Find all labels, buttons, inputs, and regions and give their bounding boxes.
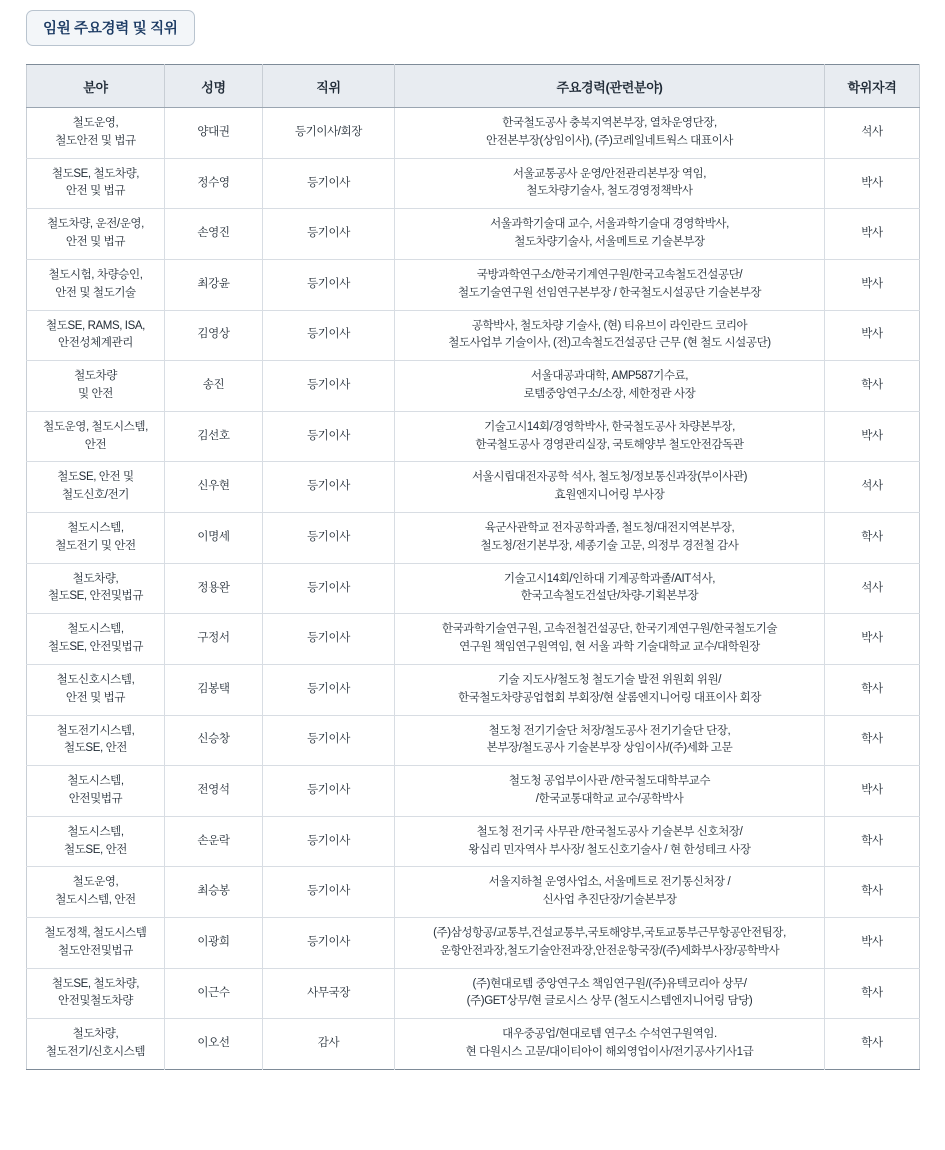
cell-position: 등기이사: [263, 411, 395, 462]
table-row: [27, 361, 920, 412]
cell-field-line: 철도SE, 안전및법규: [47, 641, 144, 654]
cell-name: 손운락: [165, 816, 263, 867]
cell-degree: 박사: [825, 310, 920, 361]
cell-name: 최승봉: [165, 867, 263, 918]
table-row: [27, 310, 920, 361]
table-row: [27, 918, 920, 969]
cell-field-line: 철도SE, RAMS, ISA,: [46, 319, 145, 332]
cell-field-line: 철도정책, 철도시스템: [44, 927, 147, 939]
cell-degree: 학사: [825, 816, 920, 867]
cell-position: 등기이사: [263, 259, 395, 310]
cell-field-line: 철도SE, 철도차량,: [51, 167, 140, 180]
cell-career-line: 한국철도공사 충북지역본부장, 열차운영단장,: [502, 117, 717, 129]
cell-degree: 박사: [825, 766, 920, 817]
cell-degree: 학사: [825, 664, 920, 715]
cell-field-line: 철도안전및법규: [58, 944, 133, 957]
cell-field-line: 철도안전 및 법규: [55, 134, 136, 147]
cell-position: 등기이사: [263, 664, 395, 715]
cell-career-line: (주)삼성항공/교통부,건설교통부,국토해양부,국토교통부근무항공안전팀장,: [433, 927, 786, 939]
table-row: [27, 1019, 920, 1070]
table-row: [27, 664, 920, 715]
table-row: [27, 158, 920, 209]
cell-field: [27, 513, 165, 564]
cell-name: 구정서: [165, 614, 263, 665]
cell-career-line: 왕십리 민자역사 부사장/ 철도신호기술사 / 현 한성테크 사장: [468, 843, 751, 856]
cell-field-line: 안전 및 철도기술: [55, 286, 136, 299]
cell-career-line: /한국교통대학교 교수/공학박사: [535, 792, 684, 805]
cell-career-line: 한국고속철도건설단/차량-기획본부장: [520, 590, 699, 603]
table-header-row: [27, 65, 920, 108]
cell-degree: 석사: [825, 108, 920, 159]
cell-career-line: 육군사관학교 전자공학과졸, 철도청/대전지역본부장,: [484, 522, 735, 534]
cell-degree: 학사: [825, 361, 920, 412]
cell-career: [395, 462, 825, 513]
cell-career-line: 본부장/철도공사 기술본부장 상임이사/(주)세화 고문: [486, 742, 733, 755]
cell-name: 신승창: [165, 715, 263, 766]
table-row: [27, 259, 920, 310]
cell-field-line: 철도전기/신호시스템: [45, 1046, 146, 1059]
executives-table: [26, 64, 920, 1070]
cell-name: 정수영: [165, 158, 263, 209]
cell-field-line: 철도운영, 철도시스템,: [43, 420, 148, 433]
cell-career-line: 기술고시14회/경영학박사, 한국철도공사 차량본부장,: [484, 420, 735, 433]
cell-field-line: 철도차량: [74, 370, 117, 383]
cell-field: [27, 614, 165, 665]
cell-field-line: 철도SE, 안전: [64, 843, 127, 856]
cell-field-line: 철도SE, 안전및법규: [47, 590, 144, 603]
table-row: [27, 715, 920, 766]
cell-degree: 학사: [825, 715, 920, 766]
cell-position: 등기이사: [263, 816, 395, 867]
cell-name: 송진: [165, 361, 263, 412]
table-row: [27, 766, 920, 817]
cell-position: 등기이사: [263, 462, 395, 513]
cell-career: [395, 614, 825, 665]
cell-field: [27, 766, 165, 817]
cell-position: 등기이사: [263, 513, 395, 564]
cell-field: [27, 462, 165, 513]
cell-career-line: 서울교통공사 운영/안전관리본부장 역임,: [512, 167, 707, 180]
cell-career-line: 서울대공과대학, AMP587기수료,: [530, 370, 689, 383]
cell-position: 사무국장: [263, 968, 395, 1019]
cell-position: 등기이사: [263, 867, 395, 918]
cell-career-line: 철도청 공업부이사관 /한국철도대학부교수: [508, 775, 711, 788]
column-header-career: 주요경력(관련분야): [395, 65, 825, 108]
cell-degree: 석사: [825, 563, 920, 614]
cell-name: 이근수: [165, 968, 263, 1019]
table-row: [27, 513, 920, 564]
cell-degree: 박사: [825, 411, 920, 462]
cell-field-line: 안전 및 법규: [65, 236, 126, 249]
cell-name: 이오선: [165, 1019, 263, 1070]
cell-name: 손영진: [165, 209, 263, 260]
cell-field-line: 안전성체계관리: [58, 337, 133, 350]
cell-name: 김선호: [165, 411, 263, 462]
cell-name: 김봉택: [165, 664, 263, 715]
cell-career-line: 철도사업부 기술이사, (전)고속철도건설공단 근무 (현 철도 시설공단): [448, 337, 771, 350]
cell-field-line: 철도시스템,: [67, 623, 124, 636]
cell-career: [395, 513, 825, 564]
cell-field-line: 철도시스템,: [67, 825, 124, 838]
cell-career: [395, 816, 825, 867]
cell-field-line: 철도시험, 차량승인,: [48, 268, 143, 281]
cell-career-line: 서울과학기술대 교수, 서울과학기술대 경영학박사,: [490, 218, 729, 231]
cell-field-line: 안전: [84, 438, 107, 451]
cell-career-line: 철도차량기술사, 철도경영정책박사: [526, 185, 693, 198]
cell-field-line: 안전 및 법규: [65, 185, 126, 198]
column-header-position: 직위: [263, 65, 395, 108]
cell-career: [395, 968, 825, 1019]
cell-career-line: 운항안전과장,철도기술안전과장,안전운항국장/(주)세화부사장/공학박사: [439, 944, 780, 957]
table-row: [27, 614, 920, 665]
cell-degree: 박사: [825, 158, 920, 209]
cell-field: [27, 563, 165, 614]
cell-position: 등기이사: [263, 563, 395, 614]
cell-field: [27, 310, 165, 361]
cell-field-line: 철도신호/전기: [61, 489, 130, 502]
cell-field-line: 철도전기시스템,: [56, 724, 135, 737]
cell-field-line: 철도시스템, 안전: [55, 894, 136, 907]
cell-field: [27, 108, 165, 159]
cell-career-line: 신사업 추진단장/기술본부장: [542, 894, 677, 907]
cell-career-line: 서울시립대전자공학 석사, 철도청/정보통신과장(부이사관): [471, 471, 748, 484]
cell-degree: 박사: [825, 259, 920, 310]
table-row: [27, 816, 920, 867]
cell-career: [395, 715, 825, 766]
cell-career-line: 철도청 전기기술단 처장/철도공사 전기기술단 단장,: [488, 724, 731, 737]
cell-field: [27, 918, 165, 969]
cell-position: 등기이사: [263, 766, 395, 817]
cell-field: [27, 968, 165, 1019]
cell-career: [395, 918, 825, 969]
cell-field: [27, 361, 165, 412]
cell-career-line: 한국철도차량공업협회 부회장/현 살롬엔지니어링 대표이사 회장: [457, 691, 762, 704]
cell-field: [27, 259, 165, 310]
cell-field: [27, 816, 165, 867]
cell-career-line: 연구원 책임연구원역임, 현 서울 과학 기술대학교 교수/대학원장: [459, 641, 760, 654]
cell-career-line: 안전본부장(상임이사), (주)코레일네트웍스 대표이사: [486, 134, 733, 147]
table-row: [27, 411, 920, 462]
cell-field-line: 철도시스템,: [67, 522, 124, 534]
cell-career-line: (주)GET상무/현 글로시스 상무 (철도시스템엔지니어링 담당): [466, 995, 753, 1008]
cell-career: [395, 259, 825, 310]
cell-name: 정용완: [165, 563, 263, 614]
cell-field: [27, 158, 165, 209]
cell-degree: 석사: [825, 462, 920, 513]
cell-field: [27, 715, 165, 766]
cell-name: 신우현: [165, 462, 263, 513]
cell-career-line: 철도기술연구원 선임연구본부장 / 한국철도시설공단 기술본부장: [457, 286, 762, 299]
cell-career: [395, 867, 825, 918]
cell-career-line: 기술고시14회/인하대 기계공학과졸/AIT석사,: [503, 572, 716, 585]
cell-career: [395, 766, 825, 817]
cell-field-line: 철도SE, 안전: [64, 742, 127, 755]
cell-position: 등기이사: [263, 310, 395, 361]
cell-career-line: 현 다원시스 고문/대이티아이 해외영업이사/전기공사기사1급: [465, 1046, 754, 1059]
cell-position: 감사: [263, 1019, 395, 1070]
cell-field-line: 철도SE, 철도차량,: [51, 977, 140, 990]
cell-career-line: 한국철도공사 경영관리실장, 국토해양부 철도안전감독관: [475, 438, 744, 451]
cell-name: 양대권: [165, 108, 263, 159]
cell-career: [395, 158, 825, 209]
cell-name: 최강윤: [165, 259, 263, 310]
cell-career-line: 공학박사, 철도차량 기술사, (현) 티유브이 라인란드 코리아: [471, 319, 748, 332]
cell-position: 등기이사: [263, 209, 395, 260]
cell-career: [395, 563, 825, 614]
cell-career-line: 철도청/전기본부장, 세종기술 고문, 의정부 경전철 감사: [480, 539, 739, 552]
table-body: [27, 108, 920, 1070]
column-header-name: 성명: [165, 65, 263, 108]
cell-field-line: 철도차량,: [72, 1028, 119, 1041]
cell-degree: 학사: [825, 867, 920, 918]
cell-career: [395, 209, 825, 260]
cell-degree: 학사: [825, 513, 920, 564]
cell-position: 등기이사: [263, 918, 395, 969]
cell-name: 전영석: [165, 766, 263, 817]
cell-career: [395, 361, 825, 412]
cell-degree: 박사: [825, 209, 920, 260]
cell-field-line: 철도차량, 운전/운영,: [47, 218, 144, 231]
page-title: 임원 주요경력 및 직위: [26, 10, 195, 46]
cell-career-line: 철도차량기술사, 서울메트로 기술본부장: [514, 236, 705, 249]
table-row: [27, 867, 920, 918]
cell-career-line: 철도청 전기국 사무관 /한국철도공사 기술본부 신호처장/: [476, 825, 743, 838]
table-row: [27, 563, 920, 614]
cell-degree: 학사: [861, 1037, 883, 1050]
cell-field: [27, 664, 165, 715]
cell-field-line: 철도SE, 안전 및: [57, 471, 134, 484]
cell-career: [395, 108, 825, 159]
cell-position: 등기이사: [263, 361, 395, 412]
cell-field: [27, 1019, 165, 1070]
table-row: [27, 108, 920, 159]
cell-career: [395, 1019, 825, 1070]
cell-field-line: 철도시스템,: [67, 775, 124, 788]
cell-career-line: 서울지하철 운영사업소, 서울메트로 전기통신처장 /: [488, 876, 731, 889]
cell-field-line: 철도전기 및 안전: [55, 539, 136, 552]
cell-position: 등기이사: [263, 158, 395, 209]
cell-field: [27, 411, 165, 462]
cell-field-line: 안전및법규: [68, 792, 123, 805]
cell-field-line: 철도신호시스템,: [56, 673, 135, 686]
cell-career-line: 국방과학연구소/한국기계연구원/한국고속철도건설공단/: [476, 268, 743, 281]
table-row: [27, 968, 920, 1019]
cell-field-line: 안전 및 법규: [65, 691, 126, 704]
cell-career-line: 대우중공업/현대로템 연구소 수석연구원역임.: [502, 1028, 717, 1041]
cell-field: [27, 209, 165, 260]
cell-career: [395, 664, 825, 715]
table-row: [27, 209, 920, 260]
cell-name: 이명세: [165, 513, 263, 564]
cell-degree: 학사: [825, 968, 920, 1019]
cell-field-line: 및 안전: [78, 387, 113, 400]
column-header-degree: 학위자격: [825, 65, 920, 108]
cell-career: [395, 310, 825, 361]
cell-name: 김영상: [165, 310, 263, 361]
table-header: [27, 65, 920, 108]
cell-position: 등기이사: [263, 614, 395, 665]
cell-name: 이광희: [165, 918, 263, 969]
cell-career-line: 효원엔지니어링 부사장: [554, 489, 665, 502]
cell-field: [27, 867, 165, 918]
cell-career-line: 한국과학기술연구원, 고속전철건설공단, 한국기계연구원/한국철도기술: [441, 623, 778, 636]
cell-career-line: 로템중앙연구소/소장, 세한정관 사장: [523, 387, 696, 400]
cell-degree: 박사: [825, 614, 920, 665]
cell-career-line: 기술 지도사/철도청 철도기술 발전 위원회 위원/: [497, 673, 722, 686]
cell-field-line: 철도운영,: [72, 117, 119, 129]
cell-career: [395, 411, 825, 462]
column-header-field: 분야: [27, 65, 165, 108]
cell-career-line: (주)현대로템 중앙연구소 책임연구원/(주)유텍코리아 상무/: [472, 977, 747, 990]
cell-field-line: 철도차량,: [72, 572, 119, 585]
cell-field-line: 철도운영,: [72, 876, 119, 889]
cell-degree: 박사: [825, 918, 920, 969]
cell-position: 등기이사: [263, 715, 395, 766]
cell-field-line: 안전및철도차량: [58, 995, 133, 1008]
cell-position: 등기이사/회장: [263, 108, 395, 159]
table-row: [27, 462, 920, 513]
